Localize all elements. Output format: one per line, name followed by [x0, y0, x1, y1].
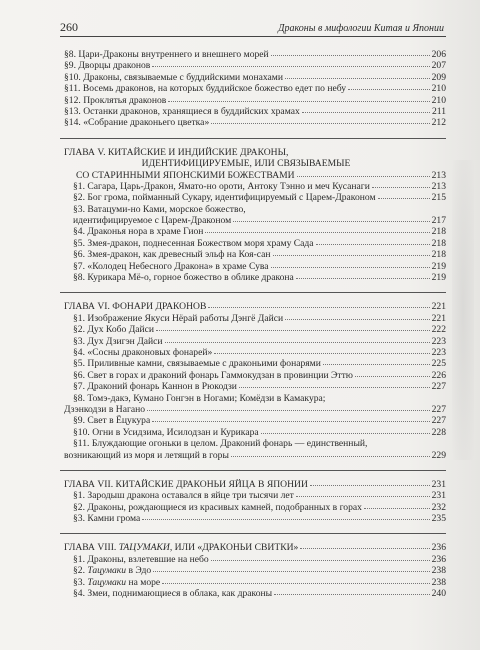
toc-section-continued: [64, 49, 446, 129]
toc-entry: §10. Драконы, связываемые с буддийскими монахами 209: [64, 71, 446, 83]
toc-entry: §5. Приливные камни, связываемые с драконьими фонарями 225: [73, 358, 446, 370]
page-number: 260: [60, 20, 78, 34]
toc-entry: §2. Драконы, рождающиеся из красивых камней, подобранных в горах 232: [73, 501, 446, 513]
toc-entry: §14. «Собрание драконьего цветка» 212: [64, 117, 446, 129]
toc-entry: §9. Свет в Ёцукура 227: [73, 415, 446, 427]
chapter-title-line: ИДЕНТИФИЦИРУЕМЫЕ, ИЛИ СВЯЗЫВАЕМЫЕ: [141, 158, 351, 170]
table-of-contents: [64, 49, 446, 599]
section-divider: [60, 138, 446, 139]
toc-entry: §3. Камни грома 235: [73, 513, 446, 525]
chapter-8: [64, 542, 446, 599]
toc-entry: Дзэнкодзи в Нагано 227: [64, 403, 446, 415]
toc-entry: возникающий из моря и летящий в горы 229: [64, 449, 446, 461]
toc-entry: §6. Змея-дракон, как древесный эльф на Коя-сан 218: [73, 249, 446, 261]
toc-entry: §1. Сагара, Царь-Дракон, Ямато-но ороти, Антоку Тэнно и меч Кусанаги 213: [73, 180, 446, 192]
toc-entry: §7. «Колодец Небесного Дракона» в храме Сува 219: [73, 260, 446, 272]
toc-entry: §11. Блуждающие огоньки в целом. Драконий фонарь — единственный,: [73, 438, 368, 450]
running-title: Драконы в мифологии Китая и Японии: [278, 23, 444, 34]
section-divider: [60, 533, 446, 534]
toc-entry: §2. Тацумаки в Эдо 238: [73, 565, 446, 577]
chapter-5: [64, 147, 446, 284]
toc-entry: §2. Бог грома, пойманный Сукару, идентифицируемый с Царем-Драконом 215: [73, 192, 446, 204]
toc-entry: §8. Томэ-дакэ, Кумано Гонгэн в Ногами; Комёдзи в Камакура;: [73, 392, 326, 404]
section-divider: [60, 470, 446, 471]
page-header: [60, 20, 444, 35]
header-rule: [60, 36, 446, 37]
toc-entry: идентифицируемое с Царем-Драконом 217: [73, 215, 446, 227]
toc-entry: §3. Ватацуми-но Ками, морское божество,: [73, 203, 246, 215]
toc-entry: §1. Изображение Якуси Нёрай работы Дэнгё Дайси 221: [73, 312, 446, 324]
toc-entry: §11. Восемь драконов, на которых буддийское божество едет по небу 210: [64, 83, 446, 95]
toc-entry: §4. Змеи, поднимающиеся в облака, как драконы 240: [73, 588, 446, 600]
toc-entry: §1. Драконы, взлетевшие на небо 236: [73, 553, 446, 565]
toc-entry: §8. Курикара Мё-о, горное божество в облике дракона 219: [73, 272, 446, 284]
chapter-title-line: ГЛАВА V. КИТАЙСКИЕ И ИНДИЙСКИЕ ДРАКОНЫ,: [64, 146, 289, 158]
toc-entry: §1. Зародыш дракона оставался в яйце три тысячи лет 231: [73, 490, 446, 502]
toc-entry: §4. Драконья нора в храме Гион 218: [73, 226, 446, 238]
toc-entry: §7. Драконий фонарь Каннон в Рюкодзи 227: [73, 381, 446, 393]
toc-entry: §5. Змея-дракон, поднесенная Божеством моря храму Сада 218: [73, 237, 446, 249]
toc-entry: §10. Огни в Усидзима, Исилодзан и Курикара 228: [73, 426, 446, 438]
toc-entry: §3. Дух Дзигэн Дайси 223: [73, 335, 446, 347]
toc-entry: §2. Дух Кобо Дайси 222: [73, 324, 446, 336]
toc-entry: §6. Свет в горах и драконий фонарь Гаммокудзан в провинции Эттю 226: [73, 369, 446, 381]
page-shadow: [452, 160, 474, 460]
chapter-title-entry: СО СТАРИННЫМИ ЯПОНСКИМИ БОЖЕСТВАМИ 213: [76, 169, 446, 181]
section-divider: [60, 292, 446, 293]
toc-entry: §13. Останки драконов, хранящиеся в буддийских храмах 211: [64, 105, 446, 117]
toc-entry: §9. Дворцы драконов 207: [64, 60, 446, 72]
chapter-6: [64, 301, 446, 460]
toc-entry: §4. «Сосны драконовых фонарей» 223: [73, 346, 446, 358]
chapter-7: [64, 479, 446, 525]
chapter-title-entry: ГЛАВА VIII. ТАЦУМАКИ, ИЛИ «ДРАКОНЬИ СВИТКИ» 236: [64, 542, 446, 554]
toc-entry: §3. Тацумаки на море 238: [73, 576, 446, 588]
chapter-title-entry: ГЛАВА VII. КИТАЙСКИЕ ДРАКОНЬИ ЯЙЦА В ЯПОНИИ 231: [64, 478, 446, 490]
toc-entry: §8. Цари-Драконы внутреннего и внешнего морей 206: [64, 49, 446, 60]
toc-entry: §12. Проклятья драконов 210: [64, 94, 446, 106]
chapter-title-entry: ГЛАВА VI. ФОНАРИ ДРАКОНОВ 221: [64, 301, 446, 313]
